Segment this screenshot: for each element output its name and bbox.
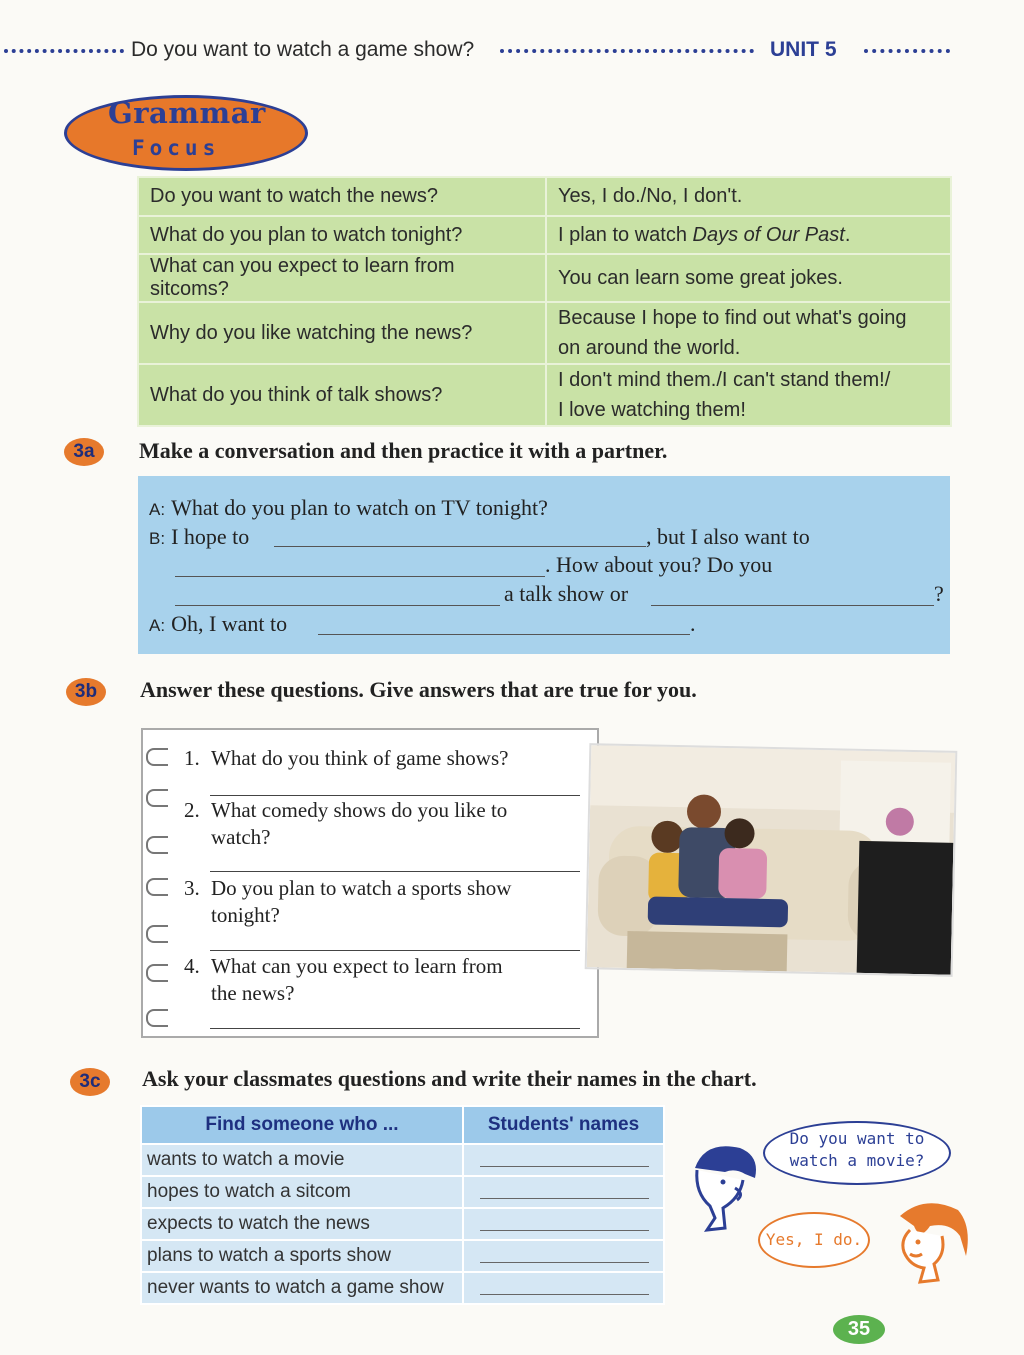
question-line: tonight?	[211, 903, 280, 927]
chart-header-find: Find someone who ...	[141, 1106, 463, 1144]
question-number: 1.	[184, 746, 200, 770]
name-blank	[480, 1166, 649, 1167]
answer-blank[interactable]	[318, 634, 690, 635]
name-blank	[480, 1198, 649, 1199]
grammar-row	[138, 364, 951, 426]
answer-blank[interactable]	[175, 605, 500, 606]
grammar-badge-title: Grammar	[108, 96, 266, 130]
boy-cartoon-icon	[685, 1138, 765, 1238]
answer-line[interactable]	[210, 950, 580, 951]
section-3a-marker: 3a	[64, 438, 104, 466]
question-line: watch?	[211, 825, 271, 849]
grammar-row	[138, 302, 951, 364]
section-3c-instruction: Ask your classmates questions and write their names in the chart.	[142, 1066, 757, 1091]
chart-row-label: plans to watch a sports show	[141, 1240, 463, 1272]
student-name-cell[interactable]	[463, 1144, 664, 1176]
grammar-answer-line: I don't mind them./I can't stand them!/	[558, 369, 891, 391]
section-3c-marker: 3c	[70, 1068, 110, 1096]
chart-row	[141, 1240, 664, 1272]
answer-blank[interactable]	[175, 576, 545, 577]
grammar-answer	[546, 364, 951, 426]
question-text: What do you think of game shows?	[211, 746, 509, 770]
conversation-text: What do you plan to watch on TV tonight?	[171, 495, 548, 520]
show-title: Days of Our Past	[692, 223, 845, 246]
grammar-row	[138, 177, 951, 216]
header-dots-right	[864, 49, 950, 57]
conversation-line-a1	[149, 495, 548, 521]
unit-label: UNIT 5	[770, 38, 837, 61]
section-3a-instruction: Make a conversation and then practice it with a partner.	[139, 438, 668, 463]
girl-cartoon-icon	[880, 1196, 972, 1288]
question-line: Do you plan to watch a sports show	[211, 876, 512, 900]
chart-row	[141, 1176, 664, 1208]
grammar-answer	[546, 216, 951, 254]
answer-blank[interactable]	[651, 605, 934, 606]
chart-row-label: wants to watch a movie	[141, 1144, 463, 1176]
chart-row-label: never wants to watch a game show	[141, 1272, 463, 1304]
chart-row	[141, 1144, 664, 1176]
question-text	[211, 875, 511, 929]
notebook-ring	[146, 789, 168, 807]
grammar-question: What do you plan to watch tonight?	[138, 216, 546, 254]
family-watching-tv-photo	[585, 743, 958, 977]
conversation-text: ?	[934, 581, 944, 606]
grammar-answer-line: on around the world.	[558, 337, 741, 359]
notebook-ring	[146, 1009, 168, 1027]
chart-header-row	[141, 1106, 664, 1144]
grammar-answer: Yes, I do./No, I don't.	[546, 177, 951, 216]
bubble-question-line: watch a movie?	[789, 1151, 925, 1170]
conversation-text: .	[690, 611, 696, 636]
notebook-ring	[146, 836, 168, 854]
conversation-text: a talk show or	[504, 581, 629, 606]
name-blank	[480, 1262, 649, 1263]
header-dots-middle	[500, 49, 754, 57]
section-3b-marker: 3b	[66, 678, 106, 706]
grammar-row	[138, 254, 951, 302]
conversation-line-b1	[149, 524, 249, 550]
page-number: 35	[833, 1315, 885, 1344]
notebook-ring	[146, 748, 168, 766]
classmates-chart	[140, 1105, 665, 1305]
bubble-question-line: Do you want to	[789, 1129, 925, 1148]
grammar-answer-line: I love watching them!	[558, 399, 746, 421]
student-name-cell[interactable]	[463, 1208, 664, 1240]
chart-row-label: hopes to watch a sitcom	[141, 1176, 463, 1208]
grammar-question: Why do you like watching the news?	[138, 302, 546, 364]
name-blank	[480, 1294, 649, 1295]
notebook-ring	[146, 964, 168, 982]
speaker-label: B:	[149, 529, 166, 548]
chart-header-names: Students' names	[463, 1106, 664, 1144]
student-name-cell[interactable]	[463, 1176, 664, 1208]
bubble-answer-text: Yes, I do.	[765, 1230, 863, 1249]
speaker-label: A:	[149, 500, 166, 519]
question-line: What can you expect to learn from	[211, 954, 503, 978]
family-photo-illustration	[587, 745, 956, 975]
notebook-ring	[146, 878, 168, 896]
question-text	[211, 953, 503, 1007]
conversation-text: I hope to	[171, 524, 250, 549]
question-number: 2.	[184, 798, 200, 822]
grammar-row	[138, 216, 951, 254]
grammar-answer-text: I plan to watch Days of Our Past.	[558, 223, 851, 246]
student-name-cell[interactable]	[463, 1272, 664, 1304]
grammar-badge-subtitle: Focus	[132, 136, 221, 160]
chart-row	[141, 1208, 664, 1240]
answer-line[interactable]	[210, 795, 580, 796]
notebook-ring	[146, 925, 168, 943]
answer-line[interactable]	[210, 871, 580, 872]
grammar-question: Do you want to watch the news?	[138, 177, 546, 216]
conversation-text: Oh, I want to	[171, 611, 288, 636]
grammar-question: What do you think of talk shows?	[138, 364, 546, 426]
page-header-title: Do you want to watch a game show?	[131, 38, 475, 61]
answer-line[interactable]	[210, 1028, 580, 1029]
question-line: What comedy shows do you like to	[211, 798, 508, 822]
grammar-answer: You can learn some great jokes.	[546, 254, 951, 302]
grammar-question: What can you expect to learn from sitcoms?	[138, 254, 546, 302]
name-blank	[480, 1230, 649, 1231]
conversation-text: . How about you? Do you	[545, 552, 773, 577]
speaker-label: A:	[149, 616, 166, 635]
chart-row-label: expects to watch the news	[141, 1208, 463, 1240]
question-number: 4.	[184, 954, 200, 978]
grammar-table	[137, 176, 952, 427]
conversation-text: , but I also want to	[646, 524, 810, 549]
header-dots-left	[4, 49, 124, 57]
question-text	[211, 797, 507, 851]
grammar-answer-line: Because I hope to find out what's going	[558, 307, 907, 329]
conversation-line-a2	[149, 611, 287, 637]
question-number: 3.	[184, 876, 200, 900]
bubble-question-text	[770, 1128, 944, 1172]
grammar-answer	[546, 302, 951, 364]
student-name-cell[interactable]	[463, 1240, 664, 1272]
section-3b-instruction: Answer these questions. Give answers that are true for you.	[140, 677, 697, 702]
chart-row	[141, 1272, 664, 1304]
answer-blank[interactable]	[274, 546, 646, 547]
question-line: the news?	[211, 981, 295, 1005]
